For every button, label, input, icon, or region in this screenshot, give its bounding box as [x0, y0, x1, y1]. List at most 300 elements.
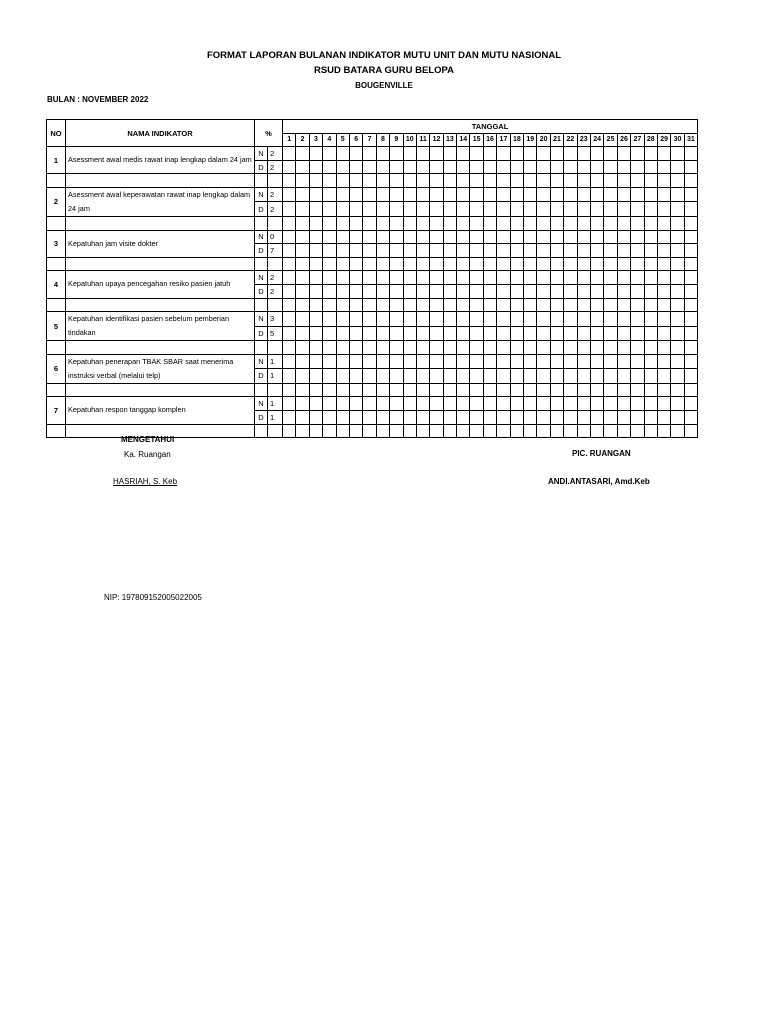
day-cell[interactable] [684, 354, 697, 369]
day-cell[interactable] [590, 202, 603, 217]
spacer-day-cell[interactable] [604, 216, 617, 230]
spacer-day-cell[interactable] [430, 383, 443, 397]
day-cell[interactable] [296, 271, 309, 285]
day-cell[interactable] [510, 244, 523, 258]
day-cell[interactable] [376, 187, 389, 202]
spacer-day-cell[interactable] [363, 174, 376, 188]
spacer-day-cell[interactable] [590, 341, 603, 355]
day-cell[interactable] [430, 312, 443, 327]
day-cell[interactable] [296, 244, 309, 258]
day-cell[interactable] [604, 147, 617, 161]
day-cell[interactable] [550, 284, 563, 298]
spacer-day-cell[interactable] [497, 298, 510, 312]
spacer-day-cell[interactable] [390, 341, 403, 355]
day-cell[interactable] [590, 397, 603, 411]
day-cell[interactable] [376, 284, 389, 298]
spacer-day-cell[interactable] [631, 383, 644, 397]
spacer-day-cell[interactable] [457, 174, 470, 188]
day-cell[interactable] [483, 410, 496, 424]
day-cell[interactable] [671, 147, 684, 161]
spacer-day-cell[interactable] [577, 216, 590, 230]
spacer-day-cell[interactable] [349, 383, 362, 397]
day-cell[interactable] [403, 271, 416, 285]
day-cell[interactable] [283, 230, 296, 244]
day-cell[interactable] [590, 410, 603, 424]
day-cell[interactable] [657, 147, 670, 161]
day-cell[interactable] [457, 326, 470, 341]
spacer-day-cell[interactable] [631, 257, 644, 271]
day-cell[interactable] [524, 397, 537, 411]
day-cell[interactable] [524, 160, 537, 174]
day-cell[interactable] [416, 244, 429, 258]
spacer-day-cell[interactable] [564, 383, 577, 397]
day-cell[interactable] [631, 271, 644, 285]
day-cell[interactable] [323, 244, 336, 258]
day-cell[interactable] [323, 284, 336, 298]
spacer-day-cell[interactable] [604, 424, 617, 438]
day-cell[interactable] [283, 284, 296, 298]
spacer-day-cell[interactable] [590, 424, 603, 438]
spacer-day-cell[interactable] [416, 424, 429, 438]
day-cell[interactable] [309, 410, 322, 424]
day-cell[interactable] [510, 326, 523, 341]
day-cell[interactable] [390, 369, 403, 384]
day-cell[interactable] [483, 397, 496, 411]
day-cell[interactable] [430, 410, 443, 424]
day-cell[interactable] [631, 284, 644, 298]
day-cell[interactable] [349, 369, 362, 384]
day-cell[interactable] [671, 202, 684, 217]
spacer-day-cell[interactable] [564, 174, 577, 188]
day-cell[interactable] [349, 187, 362, 202]
spacer-day-cell[interactable] [416, 383, 429, 397]
spacer-day-cell[interactable] [283, 341, 296, 355]
day-cell[interactable] [416, 326, 429, 341]
day-cell[interactable] [524, 244, 537, 258]
day-cell[interactable] [510, 410, 523, 424]
spacer-day-cell[interactable] [483, 174, 496, 188]
day-cell[interactable] [363, 354, 376, 369]
spacer-day-cell[interactable] [457, 341, 470, 355]
day-cell[interactable] [416, 284, 429, 298]
day-cell[interactable] [470, 312, 483, 327]
spacer-day-cell[interactable] [296, 216, 309, 230]
day-cell[interactable] [590, 147, 603, 161]
spacer-day-cell[interactable] [617, 298, 630, 312]
day-cell[interactable] [483, 202, 496, 217]
spacer-day-cell[interactable] [323, 383, 336, 397]
spacer-day-cell[interactable] [524, 257, 537, 271]
day-cell[interactable] [590, 312, 603, 327]
spacer-day-cell[interactable] [390, 174, 403, 188]
day-cell[interactable] [604, 312, 617, 327]
spacer-day-cell[interactable] [470, 341, 483, 355]
day-cell[interactable] [577, 326, 590, 341]
day-cell[interactable] [309, 397, 322, 411]
spacer-day-cell[interactable] [403, 257, 416, 271]
day-cell[interactable] [390, 147, 403, 161]
spacer-day-cell[interactable] [497, 383, 510, 397]
day-cell[interactable] [416, 230, 429, 244]
spacer-day-cell[interactable] [497, 424, 510, 438]
day-cell[interactable] [604, 271, 617, 285]
day-cell[interactable] [416, 147, 429, 161]
day-cell[interactable] [617, 284, 630, 298]
day-cell[interactable] [403, 326, 416, 341]
spacer-day-cell[interactable] [416, 216, 429, 230]
day-cell[interactable] [457, 187, 470, 202]
day-cell[interactable] [537, 147, 550, 161]
day-cell[interactable] [483, 230, 496, 244]
day-cell[interactable] [657, 202, 670, 217]
spacer-day-cell[interactable] [537, 298, 550, 312]
day-cell[interactable] [309, 244, 322, 258]
spacer-day-cell[interactable] [309, 216, 322, 230]
day-cell[interactable] [644, 410, 657, 424]
day-cell[interactable] [376, 312, 389, 327]
day-cell[interactable] [644, 202, 657, 217]
day-cell[interactable] [363, 271, 376, 285]
spacer-day-cell[interactable] [416, 341, 429, 355]
day-cell[interactable] [510, 230, 523, 244]
day-cell[interactable] [443, 244, 456, 258]
day-cell[interactable] [296, 284, 309, 298]
spacer-day-cell[interactable] [590, 216, 603, 230]
day-cell[interactable] [390, 326, 403, 341]
spacer-day-cell[interactable] [684, 174, 697, 188]
day-cell[interactable] [403, 284, 416, 298]
day-cell[interactable] [564, 326, 577, 341]
spacer-day-cell[interactable] [644, 424, 657, 438]
day-cell[interactable] [403, 202, 416, 217]
spacer-day-cell[interactable] [550, 424, 563, 438]
spacer-day-cell[interactable] [376, 216, 389, 230]
spacer-day-cell[interactable] [524, 216, 537, 230]
day-cell[interactable] [564, 202, 577, 217]
day-cell[interactable] [457, 397, 470, 411]
day-cell[interactable] [497, 271, 510, 285]
day-cell[interactable] [537, 369, 550, 384]
day-cell[interactable] [283, 354, 296, 369]
day-cell[interactable] [470, 271, 483, 285]
day-cell[interactable] [497, 187, 510, 202]
day-cell[interactable] [323, 202, 336, 217]
day-cell[interactable] [550, 160, 563, 174]
day-cell[interactable] [457, 202, 470, 217]
spacer-day-cell[interactable] [416, 174, 429, 188]
day-cell[interactable] [497, 369, 510, 384]
spacer-day-cell[interactable] [577, 174, 590, 188]
day-cell[interactable] [403, 369, 416, 384]
day-cell[interactable] [483, 271, 496, 285]
spacer-day-cell[interactable] [483, 383, 496, 397]
spacer-day-cell[interactable] [309, 298, 322, 312]
day-cell[interactable] [483, 147, 496, 161]
day-cell[interactable] [590, 244, 603, 258]
day-cell[interactable] [309, 230, 322, 244]
day-cell[interactable] [470, 230, 483, 244]
spacer-day-cell[interactable] [336, 174, 349, 188]
day-cell[interactable] [510, 187, 523, 202]
day-cell[interactable] [590, 187, 603, 202]
day-cell[interactable] [524, 271, 537, 285]
day-cell[interactable] [550, 312, 563, 327]
day-cell[interactable] [430, 326, 443, 341]
day-cell[interactable] [604, 230, 617, 244]
spacer-day-cell[interactable] [283, 383, 296, 397]
spacer-day-cell[interactable] [483, 216, 496, 230]
day-cell[interactable] [296, 397, 309, 411]
day-cell[interactable] [403, 312, 416, 327]
day-cell[interactable] [283, 202, 296, 217]
day-cell[interactable] [564, 271, 577, 285]
day-cell[interactable] [309, 202, 322, 217]
day-cell[interactable] [470, 397, 483, 411]
day-cell[interactable] [323, 397, 336, 411]
spacer-day-cell[interactable] [657, 174, 670, 188]
day-cell[interactable] [684, 202, 697, 217]
day-cell[interactable] [550, 244, 563, 258]
spacer-day-cell[interactable] [644, 174, 657, 188]
spacer-day-cell[interactable] [363, 216, 376, 230]
spacer-day-cell[interactable] [430, 424, 443, 438]
spacer-day-cell[interactable] [309, 383, 322, 397]
spacer-day-cell[interactable] [349, 341, 362, 355]
day-cell[interactable] [416, 187, 429, 202]
spacer-day-cell[interactable] [349, 424, 362, 438]
day-cell[interactable] [631, 187, 644, 202]
spacer-day-cell[interactable] [631, 341, 644, 355]
day-cell[interactable] [671, 284, 684, 298]
day-cell[interactable] [604, 160, 617, 174]
day-cell[interactable] [590, 354, 603, 369]
spacer-day-cell[interactable] [336, 298, 349, 312]
day-cell[interactable] [550, 369, 563, 384]
day-cell[interactable] [671, 187, 684, 202]
day-cell[interactable] [349, 397, 362, 411]
spacer-day-cell[interactable] [470, 424, 483, 438]
spacer-day-cell[interactable] [631, 424, 644, 438]
spacer-day-cell[interactable] [510, 216, 523, 230]
day-cell[interactable] [604, 202, 617, 217]
day-cell[interactable] [470, 202, 483, 217]
day-cell[interactable] [336, 369, 349, 384]
spacer-day-cell[interactable] [604, 257, 617, 271]
day-cell[interactable] [376, 326, 389, 341]
day-cell[interactable] [323, 230, 336, 244]
day-cell[interactable] [390, 397, 403, 411]
day-cell[interactable] [577, 354, 590, 369]
spacer-day-cell[interactable] [470, 383, 483, 397]
day-cell[interactable] [390, 160, 403, 174]
spacer-day-cell[interactable] [684, 341, 697, 355]
spacer-day-cell[interactable] [577, 341, 590, 355]
day-cell[interactable] [671, 230, 684, 244]
spacer-day-cell[interactable] [524, 424, 537, 438]
day-cell[interactable] [497, 202, 510, 217]
day-cell[interactable] [657, 271, 670, 285]
spacer-day-cell[interactable] [323, 424, 336, 438]
spacer-day-cell[interactable] [550, 298, 563, 312]
day-cell[interactable] [617, 244, 630, 258]
day-cell[interactable] [336, 410, 349, 424]
day-cell[interactable] [457, 147, 470, 161]
spacer-day-cell[interactable] [537, 383, 550, 397]
day-cell[interactable] [336, 244, 349, 258]
spacer-day-cell[interactable] [443, 383, 456, 397]
day-cell[interactable] [537, 187, 550, 202]
day-cell[interactable] [336, 230, 349, 244]
day-cell[interactable] [283, 326, 296, 341]
day-cell[interactable] [550, 147, 563, 161]
day-cell[interactable] [684, 312, 697, 327]
spacer-day-cell[interactable] [390, 424, 403, 438]
day-cell[interactable] [309, 160, 322, 174]
day-cell[interactable] [684, 326, 697, 341]
spacer-day-cell[interactable] [416, 298, 429, 312]
day-cell[interactable] [457, 369, 470, 384]
day-cell[interactable] [390, 354, 403, 369]
spacer-day-cell[interactable] [349, 174, 362, 188]
day-cell[interactable] [443, 284, 456, 298]
day-cell[interactable] [510, 369, 523, 384]
spacer-day-cell[interactable] [296, 298, 309, 312]
day-cell[interactable] [430, 202, 443, 217]
day-cell[interactable] [390, 230, 403, 244]
day-cell[interactable] [644, 271, 657, 285]
day-cell[interactable] [537, 397, 550, 411]
day-cell[interactable] [403, 244, 416, 258]
spacer-day-cell[interactable] [644, 216, 657, 230]
day-cell[interactable] [657, 312, 670, 327]
day-cell[interactable] [497, 244, 510, 258]
spacer-day-cell[interactable] [470, 216, 483, 230]
day-cell[interactable] [376, 160, 389, 174]
day-cell[interactable] [671, 397, 684, 411]
spacer-day-cell[interactable] [550, 216, 563, 230]
spacer-day-cell[interactable] [309, 341, 322, 355]
day-cell[interactable] [577, 271, 590, 285]
day-cell[interactable] [590, 160, 603, 174]
spacer-day-cell[interactable] [577, 383, 590, 397]
day-cell[interactable] [470, 284, 483, 298]
day-cell[interactable] [443, 397, 456, 411]
spacer-day-cell[interactable] [470, 174, 483, 188]
day-cell[interactable] [550, 202, 563, 217]
spacer-day-cell[interactable] [363, 341, 376, 355]
day-cell[interactable] [564, 147, 577, 161]
day-cell[interactable] [577, 147, 590, 161]
day-cell[interactable] [296, 230, 309, 244]
day-cell[interactable] [443, 202, 456, 217]
day-cell[interactable] [443, 326, 456, 341]
day-cell[interactable] [617, 326, 630, 341]
day-cell[interactable] [524, 354, 537, 369]
day-cell[interactable] [510, 147, 523, 161]
day-cell[interactable] [336, 160, 349, 174]
spacer-day-cell[interactable] [416, 257, 429, 271]
spacer-day-cell[interactable] [617, 341, 630, 355]
day-cell[interactable] [390, 187, 403, 202]
day-cell[interactable] [457, 354, 470, 369]
day-cell[interactable] [336, 397, 349, 411]
spacer-day-cell[interactable] [671, 298, 684, 312]
day-cell[interactable] [483, 326, 496, 341]
day-cell[interactable] [470, 187, 483, 202]
day-cell[interactable] [363, 284, 376, 298]
spacer-day-cell[interactable] [457, 424, 470, 438]
day-cell[interactable] [483, 244, 496, 258]
spacer-day-cell[interactable] [336, 383, 349, 397]
day-cell[interactable] [470, 147, 483, 161]
day-cell[interactable] [550, 397, 563, 411]
day-cell[interactable] [283, 312, 296, 327]
day-cell[interactable] [590, 271, 603, 285]
day-cell[interactable] [470, 160, 483, 174]
spacer-day-cell[interactable] [657, 257, 670, 271]
spacer-day-cell[interactable] [564, 298, 577, 312]
spacer-day-cell[interactable] [443, 341, 456, 355]
day-cell[interactable] [376, 354, 389, 369]
day-cell[interactable] [443, 187, 456, 202]
day-cell[interactable] [443, 312, 456, 327]
day-cell[interactable] [296, 410, 309, 424]
day-cell[interactable] [604, 354, 617, 369]
day-cell[interactable] [644, 312, 657, 327]
spacer-day-cell[interactable] [684, 257, 697, 271]
spacer-day-cell[interactable] [376, 383, 389, 397]
day-cell[interactable] [604, 187, 617, 202]
day-cell[interactable] [684, 410, 697, 424]
day-cell[interactable] [550, 230, 563, 244]
spacer-day-cell[interactable] [590, 298, 603, 312]
day-cell[interactable] [323, 312, 336, 327]
day-cell[interactable] [403, 410, 416, 424]
day-cell[interactable] [604, 244, 617, 258]
day-cell[interactable] [296, 160, 309, 174]
spacer-day-cell[interactable] [537, 216, 550, 230]
day-cell[interactable] [363, 202, 376, 217]
day-cell[interactable] [457, 244, 470, 258]
day-cell[interactable] [363, 230, 376, 244]
day-cell[interactable] [537, 244, 550, 258]
day-cell[interactable] [564, 354, 577, 369]
spacer-day-cell[interactable] [309, 174, 322, 188]
spacer-day-cell[interactable] [577, 257, 590, 271]
day-cell[interactable] [684, 271, 697, 285]
day-cell[interactable] [323, 271, 336, 285]
day-cell[interactable] [363, 369, 376, 384]
spacer-day-cell[interactable] [390, 216, 403, 230]
spacer-day-cell[interactable] [657, 216, 670, 230]
day-cell[interactable] [564, 244, 577, 258]
day-cell[interactable] [550, 354, 563, 369]
spacer-day-cell[interactable] [510, 424, 523, 438]
spacer-day-cell[interactable] [376, 257, 389, 271]
day-cell[interactable] [604, 284, 617, 298]
day-cell[interactable] [323, 410, 336, 424]
day-cell[interactable] [524, 284, 537, 298]
day-cell[interactable] [657, 369, 670, 384]
spacer-day-cell[interactable] [657, 298, 670, 312]
spacer-day-cell[interactable] [483, 424, 496, 438]
day-cell[interactable] [510, 312, 523, 327]
day-cell[interactable] [416, 160, 429, 174]
spacer-day-cell[interactable] [457, 257, 470, 271]
spacer-day-cell[interactable] [631, 216, 644, 230]
day-cell[interactable] [457, 271, 470, 285]
day-cell[interactable] [537, 312, 550, 327]
